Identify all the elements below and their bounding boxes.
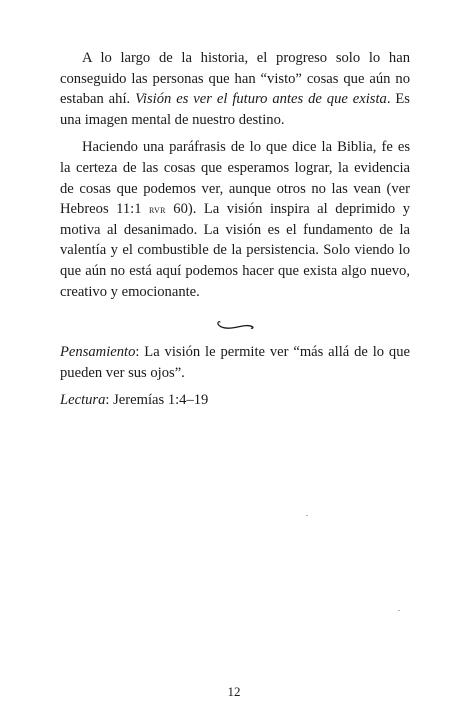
swash-ornament-icon	[215, 318, 255, 332]
thought-label: Pensamiento	[60, 344, 136, 361]
thought-line	[60, 342, 410, 383]
reading-label: Lectura	[60, 392, 106, 409]
vision-definition: Visión es ver el futuro antes de que exista	[135, 91, 387, 108]
paper-speck	[306, 515, 308, 516]
reading-text: : Jeremías 1:4–19	[105, 392, 209, 409]
page-body	[60, 48, 410, 411]
paper-speck	[398, 610, 400, 611]
paragraph-faith-text-a: Haciendo una paráfrasis de lo que dice la Biblia, fe es la certeza de las cosas que esperamos lograr, la evidencia de cosas que podemos ver, aunque otros no las vean (ver Hebreos 11:1	[60, 139, 410, 218]
reading-line	[60, 390, 410, 411]
page-number: 12	[227, 684, 241, 699]
bible-version-abbrev: rvr	[149, 202, 166, 217]
thought-text: : La visión le permite ver “más allá de lo que pueden ver sus ojos”.	[60, 344, 410, 381]
paragraph-history-text-b: . Es una imagen mental de nuestro destino.	[60, 91, 410, 128]
paragraph-history-text-a: A lo largo de la historia, el progreso solo lo han conseguido las personas que han “visto” cosas que aún no estaban ahí.	[60, 50, 410, 108]
paragraph-history	[60, 48, 410, 130]
paragraph-faith-text-b: 60). La visión inspira al deprimido y motiva al desanimado. La visión es el fundamento de la valentía y el combustible de la persistencia. Solo viendo lo que aún no está aquí podemos hacer que exista algo nuevo, creativo y emocionante.	[60, 201, 411, 300]
paragraph-faith	[60, 137, 410, 302]
